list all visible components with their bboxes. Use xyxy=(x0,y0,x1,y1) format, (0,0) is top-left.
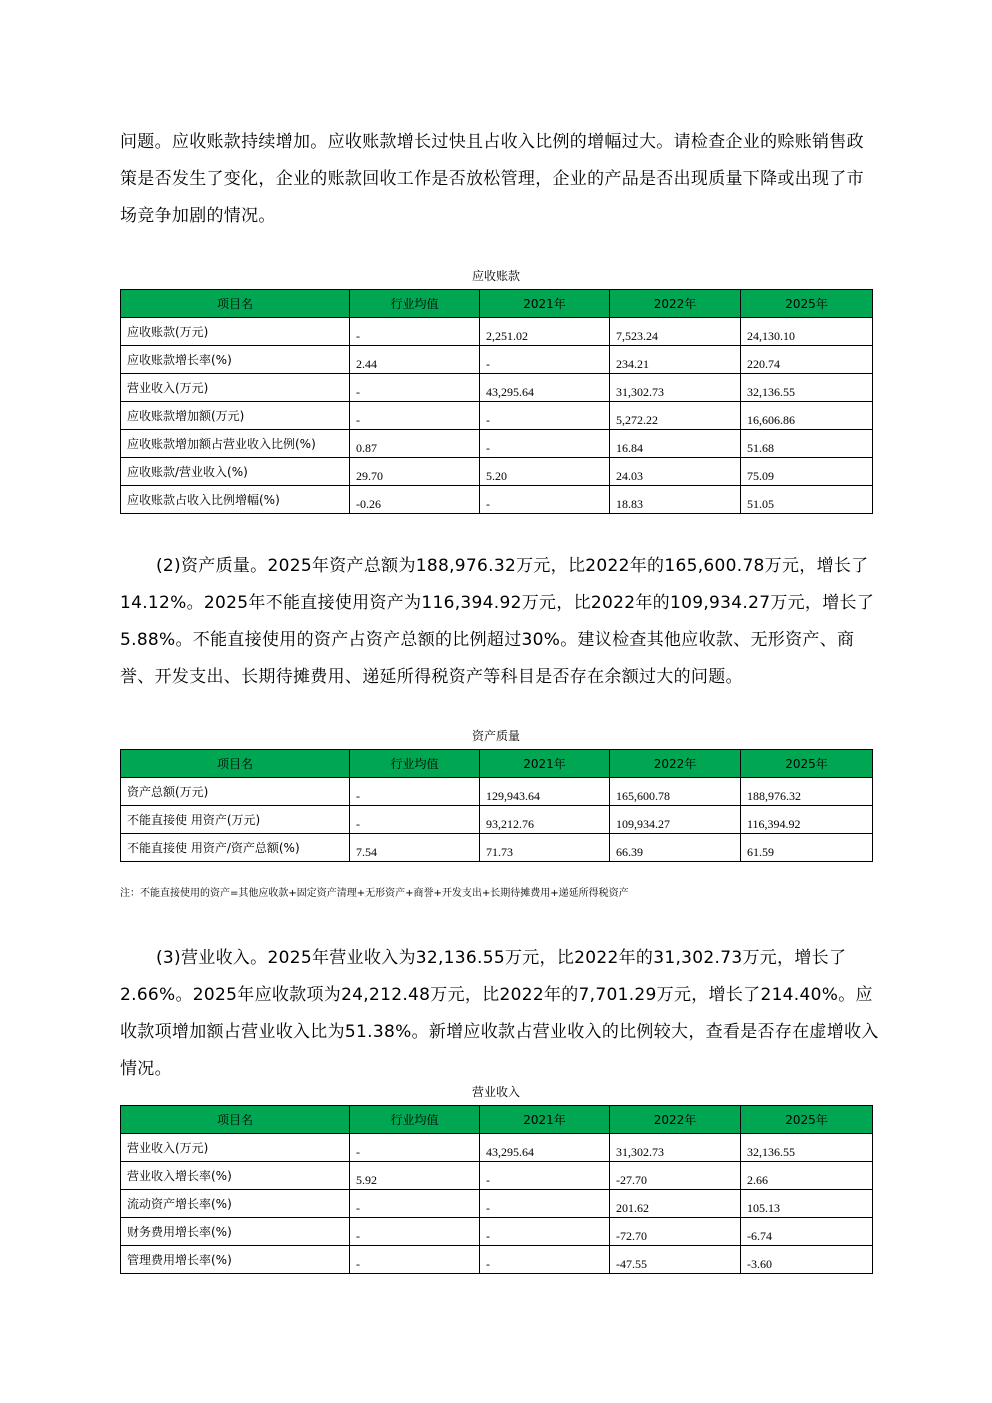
table-cell: 129,943.64 xyxy=(480,778,610,806)
table-row xyxy=(121,430,873,458)
table-cell: - xyxy=(350,318,480,346)
table-row xyxy=(121,458,873,486)
table-header-row xyxy=(121,1106,873,1134)
table-cell: - xyxy=(480,402,610,430)
asset-quality-table xyxy=(120,749,873,862)
table-cell: 24.03 xyxy=(610,458,741,486)
table-cell: 32,136.55 xyxy=(741,1134,873,1162)
column-header: 行业均值 xyxy=(350,290,480,318)
table-cell: -27.70 xyxy=(610,1162,741,1190)
row-label: 营业收入增长率(%) xyxy=(121,1162,350,1190)
table-cell: - xyxy=(350,402,480,430)
table-cell: - xyxy=(350,1246,480,1274)
table-cell: 16,606.86 xyxy=(741,402,873,430)
table-cell: 32,136.55 xyxy=(741,374,873,402)
receivables-table xyxy=(120,289,873,514)
row-label: 营业收入(万元) xyxy=(121,374,350,402)
column-header: 2021年 xyxy=(480,290,610,318)
table-cell: - xyxy=(350,1218,480,1246)
table-cell: 16.84 xyxy=(610,430,741,458)
column-header: 行业均值 xyxy=(350,1106,480,1134)
table-cell: 105.13 xyxy=(741,1190,873,1218)
asset-quality-note: 注：不能直接使用的资产=其他应收款+固定资产清理+无形资产+商誉+开发支出+长期待摊费用+递延所得税资产 xyxy=(120,888,629,899)
table-row xyxy=(121,1162,873,1190)
row-label: 营业收入(万元) xyxy=(121,1134,350,1162)
row-label: 应收账款/营业收入(%) xyxy=(121,458,350,486)
table-cell: 109,934.27 xyxy=(610,806,741,834)
table-cell: 18.83 xyxy=(610,486,741,514)
table-cell: 5,272.22 xyxy=(610,402,741,430)
table-cell: 31,302.73 xyxy=(610,1134,741,1162)
table-cell: 201.62 xyxy=(610,1190,741,1218)
table-cell: 2.66 xyxy=(741,1162,873,1190)
column-header: 2022年 xyxy=(610,1106,741,1134)
table-cell: 2.44 xyxy=(350,346,480,374)
table-row xyxy=(121,402,873,430)
table-cell: 116,394.92 xyxy=(741,806,873,834)
table-cell: - xyxy=(350,1190,480,1218)
table-cell: - xyxy=(480,1218,610,1246)
table-cell: -0.26 xyxy=(350,486,480,514)
table-cell: 2,251.02 xyxy=(480,318,610,346)
row-label: 应收账款增加额占营业收入比例(%) xyxy=(121,430,350,458)
table-cell: 43,295.64 xyxy=(480,1134,610,1162)
table-cell: -72.70 xyxy=(610,1218,741,1246)
paragraph-asset-quality-text: (2)资产质量。2025年资产总额为188,976.32万元，比2022年的165,600.78万元，增长了14.12%。2025年不能直接使用资产为116,394.92万元，比2022年的109,934.27万元，增长了5.88%。不能直接使用的资产占资产总额的比例超过30%。建议检查其他应收款、无形资产、商誉、开发支出、长期待摊费用、递延所得税资产等科目是否存在余额过大的问题。 xyxy=(120,556,875,687)
table-row xyxy=(121,1134,873,1162)
table-row xyxy=(121,834,873,862)
operating-revenue-table xyxy=(120,1105,873,1274)
table-header-row xyxy=(121,290,873,318)
table-title-asset-quality: 资产质量 xyxy=(471,729,520,743)
row-label: 不能直接使 用资产(万元) xyxy=(121,806,350,834)
column-header: 项目名 xyxy=(121,1106,350,1134)
table-cell: 31,302.73 xyxy=(610,374,741,402)
table-cell: - xyxy=(480,1190,610,1218)
table-header-row xyxy=(121,750,873,778)
table-row xyxy=(121,346,873,374)
row-label: 财务费用增长率(%) xyxy=(121,1218,350,1246)
paragraph-receivables-conclusion: 问题。应收账款持续增加。应收账款增长过快且占收入比例的增幅过大。请检查企业的赊账销售政策是否发生了变化，企业的账款回收工作是否放松管理，企业的产品是否出现质量下降或出现了市场竞争加剧的情况。 xyxy=(120,132,864,226)
row-label: 管理费用增长率(%) xyxy=(121,1246,350,1274)
table-row xyxy=(121,806,873,834)
table-cell: - xyxy=(480,1246,610,1274)
column-header: 项目名 xyxy=(121,290,350,318)
row-label: 应收账款占收入比例增幅(%) xyxy=(121,486,350,514)
table-cell: 5.20 xyxy=(480,458,610,486)
table-row xyxy=(121,1246,873,1274)
table-cell: 43,295.64 xyxy=(480,374,610,402)
row-label: 不能直接使 用资产/资产总额(%) xyxy=(121,834,350,862)
table-cell: -47.55 xyxy=(610,1246,741,1274)
table-cell: -3.60 xyxy=(741,1246,873,1274)
table-cell: 71.73 xyxy=(480,834,610,862)
table-title-operating-revenue: 营业收入 xyxy=(471,1085,520,1099)
table-cell: 220.74 xyxy=(741,346,873,374)
table-cell: 0.87 xyxy=(350,430,480,458)
column-header: 2022年 xyxy=(610,290,741,318)
table-cell: 5.92 xyxy=(350,1162,480,1190)
column-header: 2021年 xyxy=(480,1106,610,1134)
table-cell: 75.09 xyxy=(741,458,873,486)
row-label: 流动资产增长率(%) xyxy=(121,1190,350,1218)
table-cell: - xyxy=(480,430,610,458)
row-label: 资产总额(万元) xyxy=(121,778,350,806)
table-cell: 188,976.32 xyxy=(741,778,873,806)
table-cell: - xyxy=(480,1162,610,1190)
column-header: 2025年 xyxy=(741,750,873,778)
table-row xyxy=(121,374,873,402)
table-cell: - xyxy=(480,346,610,374)
row-label: 应收账款增加额(万元) xyxy=(121,402,350,430)
table-cell: 93,212.76 xyxy=(480,806,610,834)
table-cell: - xyxy=(350,806,480,834)
table-cell: 51.05 xyxy=(741,486,873,514)
table-cell: - xyxy=(350,778,480,806)
table-cell: 7.54 xyxy=(350,834,480,862)
paragraph-operating-revenue xyxy=(120,940,880,1088)
table-cell: - xyxy=(350,1134,480,1162)
table-cell: -6.74 xyxy=(741,1218,873,1246)
table-row xyxy=(121,486,873,514)
table-cell: 165,600.78 xyxy=(610,778,741,806)
table-cell: 7,523.24 xyxy=(610,318,741,346)
row-label: 应收账款(万元) xyxy=(121,318,350,346)
column-header: 2021年 xyxy=(480,750,610,778)
table-cell: 51.68 xyxy=(741,430,873,458)
row-label: 应收账款增长率(%) xyxy=(121,346,350,374)
paragraph-operating-revenue-text: (3)营业收入。2025年营业收入为32,136.55万元，比2022年的31,302.73万元，增长了2.66%。2025年应收款项为24,212.48万元，比2022年的7,701.29万元，增长了214.40%。应收款项增加额占营业收入比为51.38%。新增应收款占营业收入的比例较大，查看是否存在虚增收入情况。 xyxy=(120,948,879,1079)
table-cell: 234.21 xyxy=(610,346,741,374)
paragraph-asset-quality xyxy=(120,548,880,696)
column-header: 2025年 xyxy=(741,1106,873,1134)
column-header: 行业均值 xyxy=(350,750,480,778)
table-row xyxy=(121,1190,873,1218)
column-header: 2022年 xyxy=(610,750,741,778)
table-cell: 66.39 xyxy=(610,834,741,862)
table-cell: 61.59 xyxy=(741,834,873,862)
column-header: 项目名 xyxy=(121,750,350,778)
table-cell: - xyxy=(350,374,480,402)
table-row xyxy=(121,778,873,806)
table-row xyxy=(121,1218,873,1246)
table-cell: - xyxy=(480,486,610,514)
table-row xyxy=(121,318,873,346)
table-cell: 29.70 xyxy=(350,458,480,486)
column-header: 2025年 xyxy=(741,290,873,318)
table-cell: 24,130.10 xyxy=(741,318,873,346)
table-title-receivables: 应收账款 xyxy=(471,269,520,283)
